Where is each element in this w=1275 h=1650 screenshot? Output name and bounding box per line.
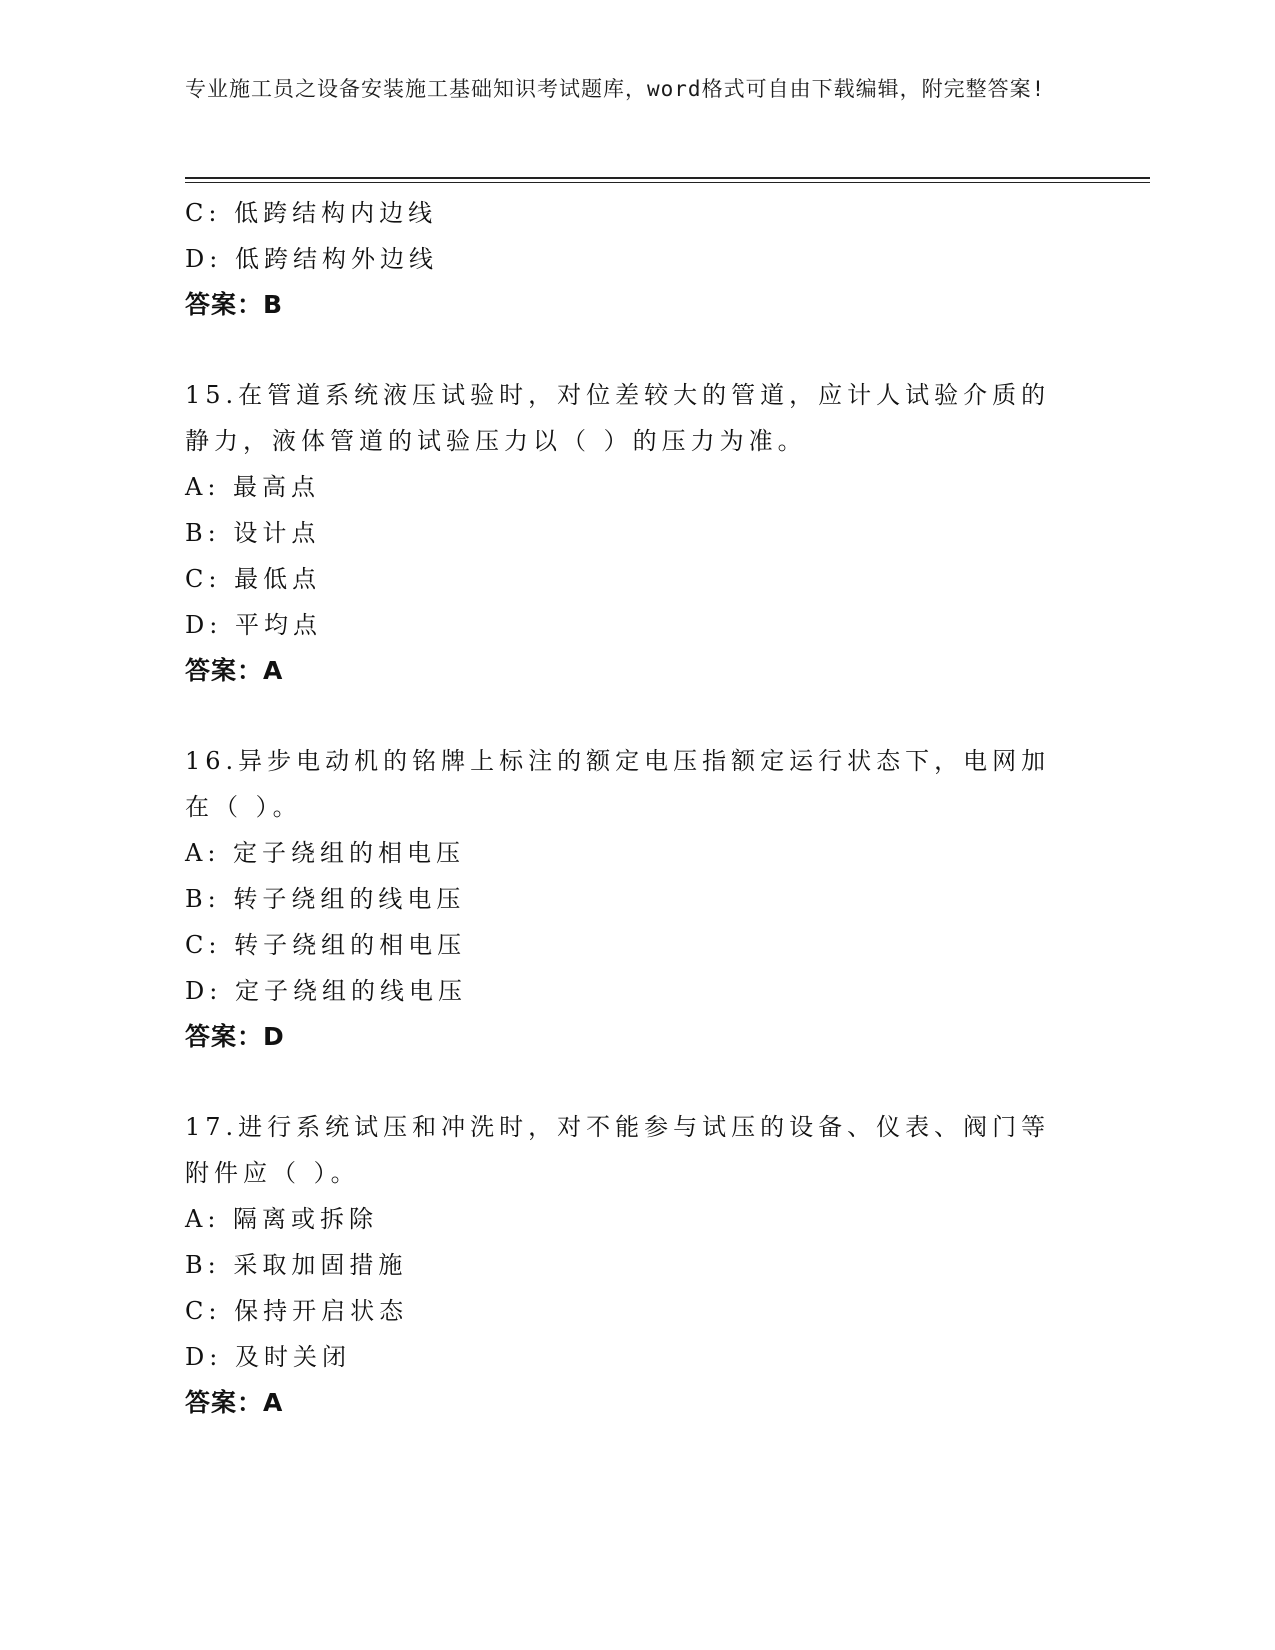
option-d: D: 及时关闭: [185, 1343, 351, 1371]
option-a: A: 最高点: [185, 473, 321, 501]
header-divider-thick: [185, 177, 1150, 179]
option-d: D: 平均点: [185, 611, 322, 639]
answer-line: 答案：A: [185, 1388, 284, 1417]
spacer: [185, 694, 1085, 738]
option-c: C: 转子绕组的相电压: [185, 931, 467, 959]
option-b: B: 转子绕组的线电压: [185, 885, 466, 913]
question-text: 16.异步电动机的铭牌上标注的额定电压指额定运行状态下，电网加在（ ）。: [185, 747, 1051, 821]
answer-line: 答案：D: [185, 1022, 285, 1051]
option-c: C: 保持开启状态: [185, 1297, 409, 1325]
spacer: [185, 1060, 1085, 1104]
question-15: [185, 372, 1085, 694]
answer-line: 答案：A: [185, 656, 284, 685]
spacer: [185, 328, 1085, 372]
option-a: A: 隔离或拆除: [185, 1205, 379, 1233]
option-c: C: 低跨结构内边线: [185, 199, 438, 227]
page-header: 专业施工员之设备安装施工基础知识考试题库，word格式可自由下载编辑，附完整答案!: [185, 77, 1046, 101]
option-d: D: 低跨结构外边线: [185, 245, 438, 273]
option-b: B: 采取加固措施: [185, 1251, 408, 1279]
option-b: B: 设计点: [185, 519, 321, 547]
answer-line: 答案：B: [185, 290, 284, 319]
header-divider-thin: [185, 182, 1150, 183]
question-text: 15.在管道系统液压试验时，对位差较大的管道，应计人试验介质的静力，液体管道的试验压力以（ ）的压力为准。: [185, 381, 1051, 455]
option-a: A: 定子绕组的相电压: [185, 839, 466, 867]
question-14-tail: [185, 190, 1085, 328]
question-17: [185, 1104, 1085, 1426]
question-16: [185, 738, 1085, 1060]
option-c: C: 最低点: [185, 565, 322, 593]
question-list: [185, 190, 1085, 1426]
option-d: D: 定子绕组的线电压: [185, 977, 467, 1005]
question-text: 17.进行系统试压和冲洗时，对不能参与试压的设备、仪表、阀门等附件应（ ）。: [185, 1113, 1051, 1187]
